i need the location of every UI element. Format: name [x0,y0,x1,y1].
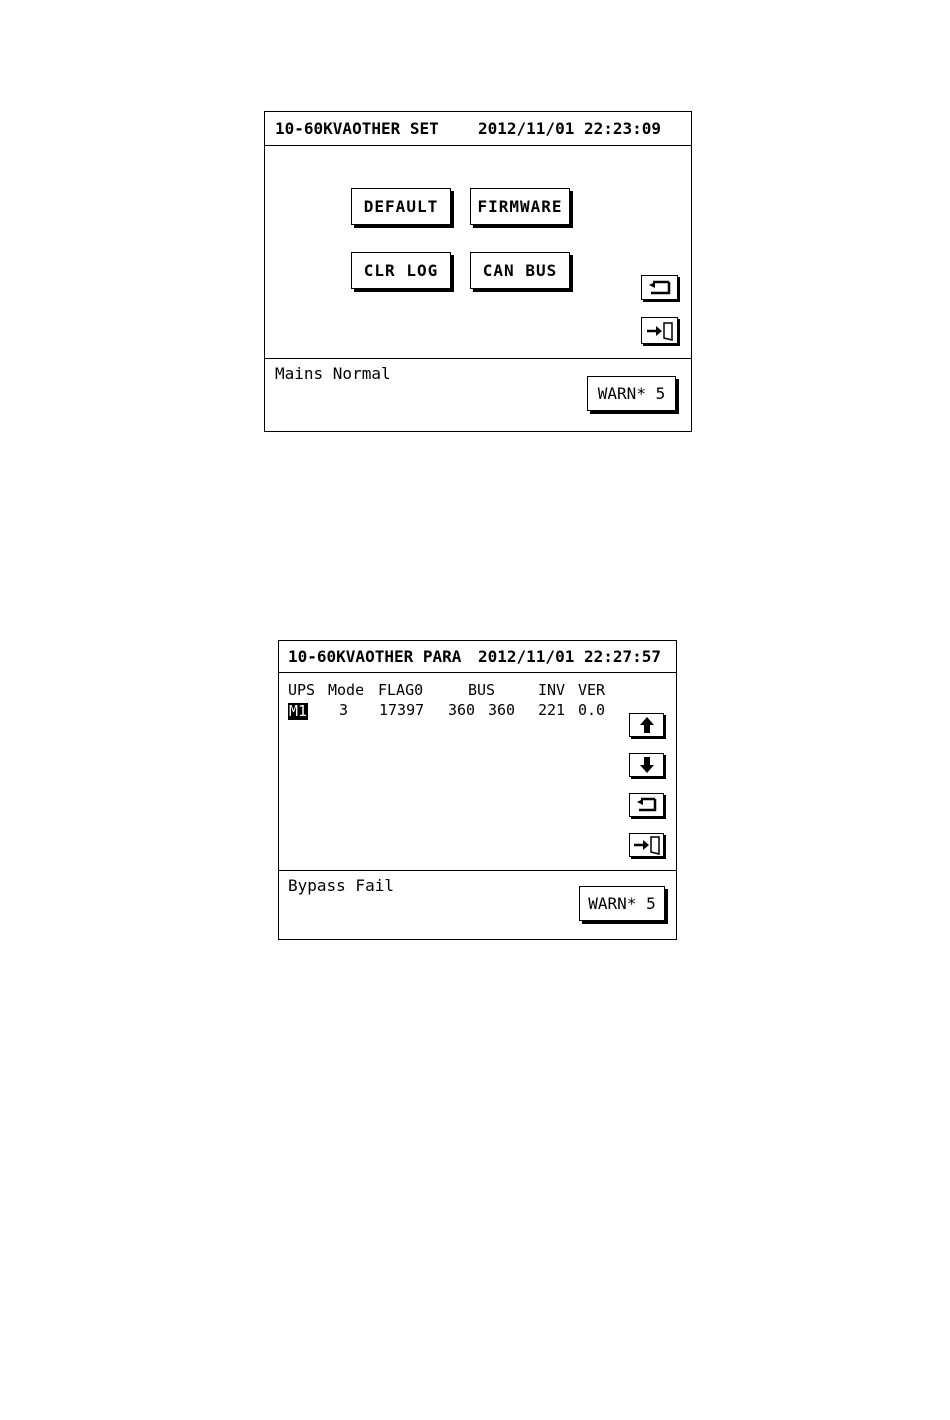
column-header-bus: BUS [468,681,496,699]
status-divider [265,358,691,359]
return-button[interactable] [629,793,664,817]
bus-value-1: 360 [448,701,476,719]
column-header-ups: UPS [288,681,316,699]
arrow-down-icon [639,756,655,774]
screen-title: 10-60KVAOTHER PARA [288,647,462,666]
status-text: Mains Normal [275,364,391,383]
title-bar [279,641,676,673]
warn-button[interactable]: WARN* 5 [579,886,665,921]
mode-value: 3 [339,701,349,719]
exit-button[interactable] [629,833,664,857]
warn-button[interactable]: WARN* 5 [587,376,676,411]
other-set-screen [264,111,692,432]
page-down-button[interactable] [629,753,664,777]
firmware-button[interactable]: FIRMWARE [470,188,570,225]
screen-datetime: 2012/11/01 22:27:57 [478,647,662,666]
return-icon [647,280,673,296]
title-bar [265,112,691,146]
column-header-inv: INV [538,681,566,699]
can-bus-button[interactable]: CAN BUS [470,252,570,289]
other-para-screen [278,640,677,940]
page-up-button[interactable] [629,713,664,737]
ver-value: 0.0 [578,701,606,719]
return-icon [635,797,659,813]
ups-id-selected[interactable]: M1 [289,702,308,720]
exit-button[interactable] [641,317,678,344]
screen-datetime: 2012/11/01 22:23:09 [478,119,662,138]
flag0-value: 17397 [379,701,425,719]
inv-value: 221 [538,701,566,719]
column-header-flag0: FLAG0 [378,681,424,699]
exit-door-icon [645,321,675,341]
default-button[interactable]: DEFAULT [351,188,451,225]
bus-value-2: 360 [488,701,516,719]
return-button[interactable] [641,275,678,300]
status-divider [279,870,676,871]
exit-door-icon [632,835,662,855]
column-header-mode: Mode [328,681,365,699]
column-header-ver: VER [578,681,606,699]
screen-title: 10-60KVAOTHER SET [275,119,439,138]
arrow-up-icon [639,716,655,734]
clr-log-button[interactable]: CLR LOG [351,252,451,289]
status-text: Bypass Fail [288,876,394,895]
